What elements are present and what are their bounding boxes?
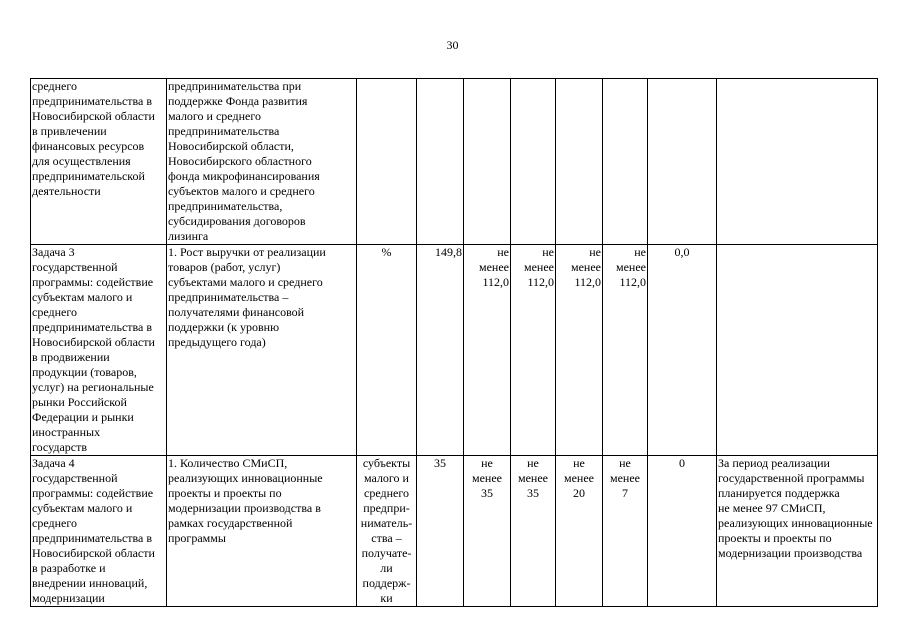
unit-cell: субъекты малого и среднего предпри- ниматель- ства – получате- ли поддерж- ки	[357, 456, 417, 607]
year-value-cell: не менее 112,0	[603, 245, 648, 456]
year-value-cell: не менее 35	[464, 456, 511, 607]
task-cell: Задача 3 государственной программы: содействие субъектам малого и среднего предпринимательства в Новосибирской области в продвижении продукции (товаров, услуг) на региональные рынки Российской Федерации и рынки иностранных государств	[31, 245, 167, 456]
year-value-cell: не менее 20	[556, 456, 603, 607]
year-value-cell	[556, 79, 603, 245]
year-value-cell	[464, 79, 511, 245]
base-value-cell: 35	[417, 456, 464, 607]
page-number: 30	[446, 38, 459, 52]
table-row	[31, 456, 878, 607]
note-cell	[717, 245, 878, 456]
note-cell	[717, 79, 878, 245]
final-value-cell: 0,0	[648, 245, 717, 456]
unit-cell: %	[357, 245, 417, 456]
base-value-cell	[417, 79, 464, 245]
final-value-cell	[648, 79, 717, 245]
indicator-cell: 1. Рост выручки от реализации товаров (работ, услуг) субъектами малого и среднего предпринимательства – получателями финансовой поддержки (к уровню предыдущего года)	[167, 245, 357, 456]
year-value-cell: не менее 35	[511, 456, 556, 607]
base-value-cell: 149,8	[417, 245, 464, 456]
year-value-cell: не менее 7	[603, 456, 648, 607]
indicators-table	[30, 78, 878, 607]
indicator-cell: предпринимательства при поддержке Фонда развития малого и среднего предпринимательства Новосибирской области, Новосибирского областного фонда микрофинансирования субъектов малого и среднего предпринимательства, субсидирования договоров лизинга	[167, 79, 357, 245]
year-value-cell: не менее 112,0	[556, 245, 603, 456]
table-row	[31, 245, 878, 456]
note-cell: За период реализации государственной программы планируется поддержка не менее 97 СМиСП, реализующих инновационные проекты и проекты по модернизации производства	[717, 456, 878, 607]
task-cell: Задача 4 государственной программы: содействие субъектам малого и среднего предпринимательства в Новосибирской области в разработке и внедрении инноваций, модернизации	[31, 456, 167, 607]
year-value-cell: не менее 112,0	[464, 245, 511, 456]
year-value-cell	[511, 79, 556, 245]
unit-cell	[357, 79, 417, 245]
task-cell: среднего предпринимательства в Новосибирской области в привлечении финансовых ресурсов для осуществления предпринимательской деятельности	[31, 79, 167, 245]
year-value-cell: не менее 112,0	[511, 245, 556, 456]
indicator-cell: 1. Количество СМиСП, реализующих инновационные проекты и проекты по модернизации производства в рамках государственной программы	[167, 456, 357, 607]
table-row	[31, 79, 878, 245]
year-value-cell	[603, 79, 648, 245]
final-value-cell: 0	[648, 456, 717, 607]
